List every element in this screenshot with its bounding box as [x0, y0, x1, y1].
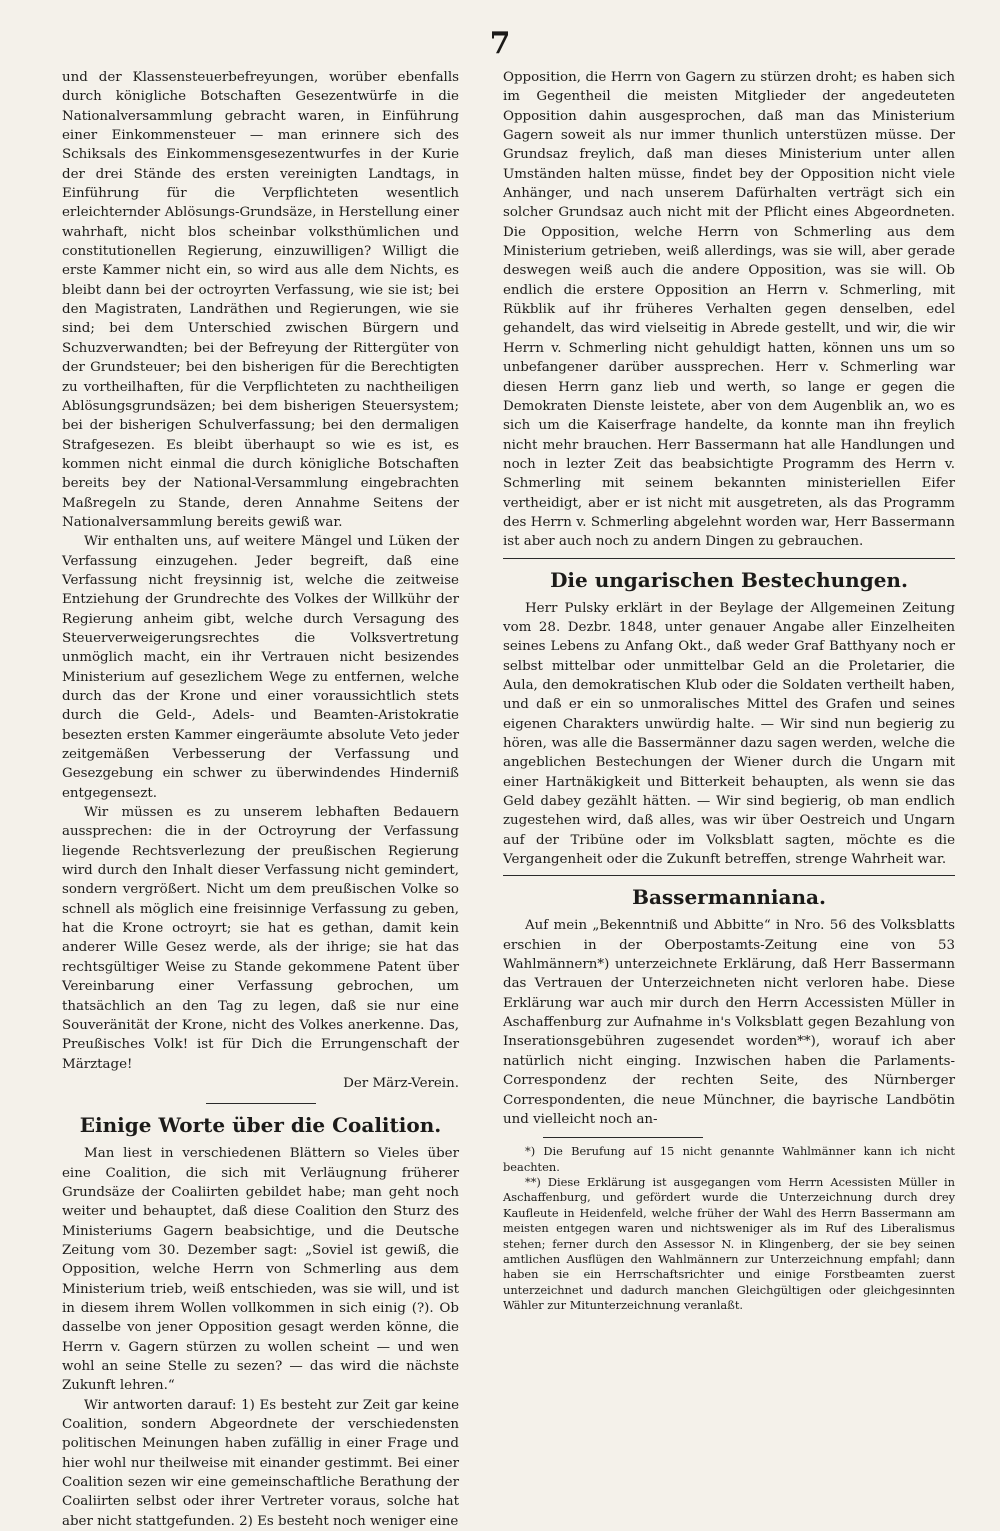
right-column — [503, 68, 955, 1314]
article-paragraph: Auf mein „Bekenntniß und Abbitte“ in Nro. 56 des Volksblatts erschien in der Oberpostamts-Zeitung eine von 53 Wahlmännern*) unterzeichnete Erklärung, daß Herr Bassermann das Vertrauen der Unterzeichneten nicht verloren habe. Diese Erklärung war auch mir durch den Herrn Accessisten Müller in Aschaffenburg zur Aufnahme in's Volksblatt gegen Bezahlung von Inserationsgebühren zugesendet worden**), worauf ich aber natürlich nicht einging. Inzwischen haben die Parlaments-Correspondenz der rechten Seite, des Nürnberger Correspondenten, die neue Münchner, die bayrische Landbötin und vielleicht noch an- — [503, 918, 955, 1127]
article-heading: Bassermanniana. — [632, 885, 826, 910]
article-paragraph: Wir müssen es zu unserem lebhaften Bedauern aussprechen: die in der Octroyrung der Verfassung liegende Rechtsverlezung der preußischen Regierung wird durch den Inhalt dieser Verfassung nicht gemindert, sondern vergrößert. Nicht um dem preußischen Volke so schnell als möglich eine freisinnige Verfassung zu geben, hat die Krone octroyrt; sie hat es gethan, damit kein anderer Wille Gesez werde, als der ihrige; sie hat das rechtsgültiger Weise zu Stande gekommene Patent über Vereinbarung einer Verfassung gebrochen, um thatsächlich an den Tag zu legen, daß sie nur eine Souveränität der Krone, nicht des Volkes anerkenne. Das, Preußisches Volk! ist für Dich die Errungenschaft der Märztage! — [62, 805, 459, 1072]
section-divider — [206, 1103, 316, 1104]
footnote-divider — [543, 1137, 703, 1138]
article-paragraph: Herr Pulsky erklärt in der Beylage der Allgemeinen Zeitung vom 28. Dezbr. 1848, unter genauer Angabe aller Einzelheiten seines Lebens zu Anfang Okt., daß weder Graf Batthyany noch er selbst mittelbar oder unmittelbar Geld an die Proletarier, die Aula, den demokratischen Klub oder die Soldaten vertheilt haben, und daß er ein so unmoralisches Mittel des Grafen und seines eigenen Charakters unwürdig halte. — Wir sind nun begierig zu hören, was alle die Bassermänner dazu sagen werden, welche die angeblichen Bestechungen der Wiener durch die Ungarn mit einer Hartnäkigkeit und Bitterkeit behaupten, als wenn sie das Geld dabey gezählt hätten. — Wir sind begierig, ob man endlich zugestehen wird, daß alles, was wir über Oestreich und Ungarn auf der Tribüne oder im Volksblatt sagten, möchte es die Vergangenheit oder die Zukunft betreffen, strenge Wahrheit war. — [503, 600, 955, 868]
page-number: 7 — [489, 26, 511, 61]
article-paragraph: Wir enthalten uns, auf weitere Mängel und Lüken der Verfassung einzugehen. Jeder begreift, daß eine Verfassung nicht freysinnig ist, welche die zeitweise Entziehung der Grundrechte des Volkes der Willkühr der Regierung anheim gibt, welche durch Versagung des Steuerverweigerungsrechtes die Volksvertretung unmöglich macht, ein ihr Vertrauen nicht besizendes Ministerium auf gesezlichem Wege zu entfernen, welche durch das der Krone und einer voraussichtlich stets durch die Geld-, Adels- und Beamten-Aristokratie besezten ersten Kammer eingeräumte absolute Veto jeder zeitgemäßen Verbesserung der Verfassung und Gesezgebung ein schwer zu überwindendes Hinderniß entgegensezt. — [62, 534, 459, 801]
article-signature: Der März-Verein. — [343, 1075, 459, 1091]
footnote: **) Diese Erklärung ist ausgegangen vom Herrn Acessisten Müller in Aschaffenburg, und gefördert wurde die Unterzeichnung durch drey Kaufleute in Heidenfeld, welche früher der Wahl des Herrn Bassermann am meisten entgegen waren und nichtsweniger als im Ruf des Liberalismus stehen; ferner durch den Assessor N. in Klingenberg, der sie bey seinen amtlichen Ausflügen den Wahlmännern zur Unterzeichnung empfahl; dann haben sie ein Herrschaftsrichter und einige Forstbeamten zuerst unterzeichnet und dadurch manchen Gleichgültigen oder gleichgesinnten Wähler zur Mitunterzeichnung veranlaßt. — [503, 1175, 955, 1313]
article-paragraph: Man liest in verschiedenen Blättern so Vieles über eine Coalition, die sich mit Verläugnung früherer Grundsäze der Coaliirten gebildet habe; man geht noch weiter und behauptet, daß diese Coalition den Sturz des Ministeriums Gagern beabsichtige, und die Deutsche Zeitung vom 30. Dezember sagt: „Soviel ist gewiß, die Opposition, welche Herrn von Schmerling aus dem Ministerium trieb, weiß entschieden, was sie will, und ist in diesem ihrem Wollen vollkommen in sich einig (?). Ob dasselbe von jener Opposition gesagt werden könne, die Herrn v. Gagern stürzen zu wollen scheint — und wen wohl an seine Stelle zu sezen? — das wird die nächste Zukunft lehren.“ — [62, 1146, 459, 1394]
footnotes — [503, 1144, 955, 1313]
section-divider — [503, 875, 955, 876]
article-paragraph: Wir antworten darauf: 1) Es besteht zur Zeit gar keine Coalition, sondern Abgeordnete der verschiedensten politischen Meinungen haben zufällig in einer Frage und hier wohl nur theilweise mit einander gestimmt. Bei einer Coalition sezen wir eine gemeinschaftliche Berathung der Coaliirten selbst oder ihrer Vertreter voraus, solche hat aber nicht stattgefunden. 2) Es besteht noch weniger eine — [62, 1397, 459, 1529]
article-paragraph: und der Klassensteuerbefreyungen, worüber ebenfalls durch königliche Botschaften Gesezentwürfe in die Nationalversammlung gebracht waren, in Einführung einer Einkommensteuer — man erinnere sich des Schiksals des Einkommensgesezentwurfes in der Kurie der drei Stände des ersten vereinigten Landtags, in Einführung für die Verpflichteten wesentlich erleichternder Ablösungs-Grundsäze, in Herstellung einer wahrhaft, nicht blos scheinbar volksthümlichen und constitutionellen Regierung, einzuwilligen? Willigt die erste Kammer nicht ein, so wird aus alle dem Nichts, es bleibt dann bei der octroyrten Verfassung, wie sie ist; bei den Magistraten, Landräthen und Regierungen, wie sie sind; bei dem Unterschied zwischen Bürgern und Schuzverwandten; bei der Befreyung der Rittergüter von der Grundsteuer; bei den bisherigen für die Berechtigten zu vortheilhaften, für die Verpflichteten zu nachtheiligen Ablösungsgrundsäzen; bei dem bisherigen Steuersystem; bei der bisherigen Schulverfassung; bei den dermaligen Strafgesezen. Es bleibt überhaupt so wie es ist, es kommen nicht einmal die durch königliche Botschaften bereits bey der National-Versammlung eingebrachten Maßregeln zu Stande, deren Annahme Seitens der Nationalversammlung bereits gewiß war. — [62, 70, 459, 530]
footnote: *) Die Berufung auf 15 nicht genannte Wahlmänner kann ich nicht beachten. — [503, 1144, 955, 1174]
article-heading: Die ungarischen Bestechungen. — [550, 567, 908, 592]
article-paragraph: Opposition, die Herrn von Gagern zu stürzen droht; es haben sich im Gegentheil die meisten Mitglieder der angedeuteten Opposition dahin ausgesprochen, daß man das Ministerium Gagern soweit als nur immer thunlich unterstüzen müsse. Der Grundsaz freylich, daß man dieses Ministerium unter allen Umständen halten müsse, findet bey der Opposition nicht viele Anhänger, und nach unserem Dafürhalten verträgt sich ein solcher Grundsaz auch nicht mit der Pflicht eines Abgeordneten. Die Opposition, welche Herrn von Schmerling aus dem Ministerium getrieben, weiß allerdings, was sie will, aber gerade deswegen weiß auch die andere Opposition, was sie will. Ob endlich die erstere Opposition an Herrn v. Schmerling, mit Rükblik auf ihr früheres Verhalten gegen denselben, edel gehandelt, das wird vielseitig in Abrede gestellt, und wir, die wir Herrn v. Schmerling nicht gehuldigt hatten, können uns um so unbefangener darüber aussprechen. Herr v. Schmerling war diesen Herrn ganz lieb und werth, so lange er gegen die Demokraten Dienste leistete, aber von dem Augenblik an, wo es sich um die Kaiserfrage handelte, da konnte man ihn freylich nicht mehr brauchen. Herr Bassermann hat alle Handlungen und noch in lezter Zeit das beabsichtigte Programm des Herrn v. Schmerling mit seinem bekannten ministeriellen Eifer vertheidigt, aber er ist nicht mit ausgetreten, als das Programm des Herrn v. Schmerling abgelehnt worden war, Herr Bassermann ist aber auch noch zu andern Dingen zu gebrauchen. — [503, 70, 955, 550]
left-column — [62, 68, 459, 1531]
section-divider — [503, 558, 955, 559]
article-heading: Einige Worte über die Coalition. — [79, 1113, 442, 1138]
